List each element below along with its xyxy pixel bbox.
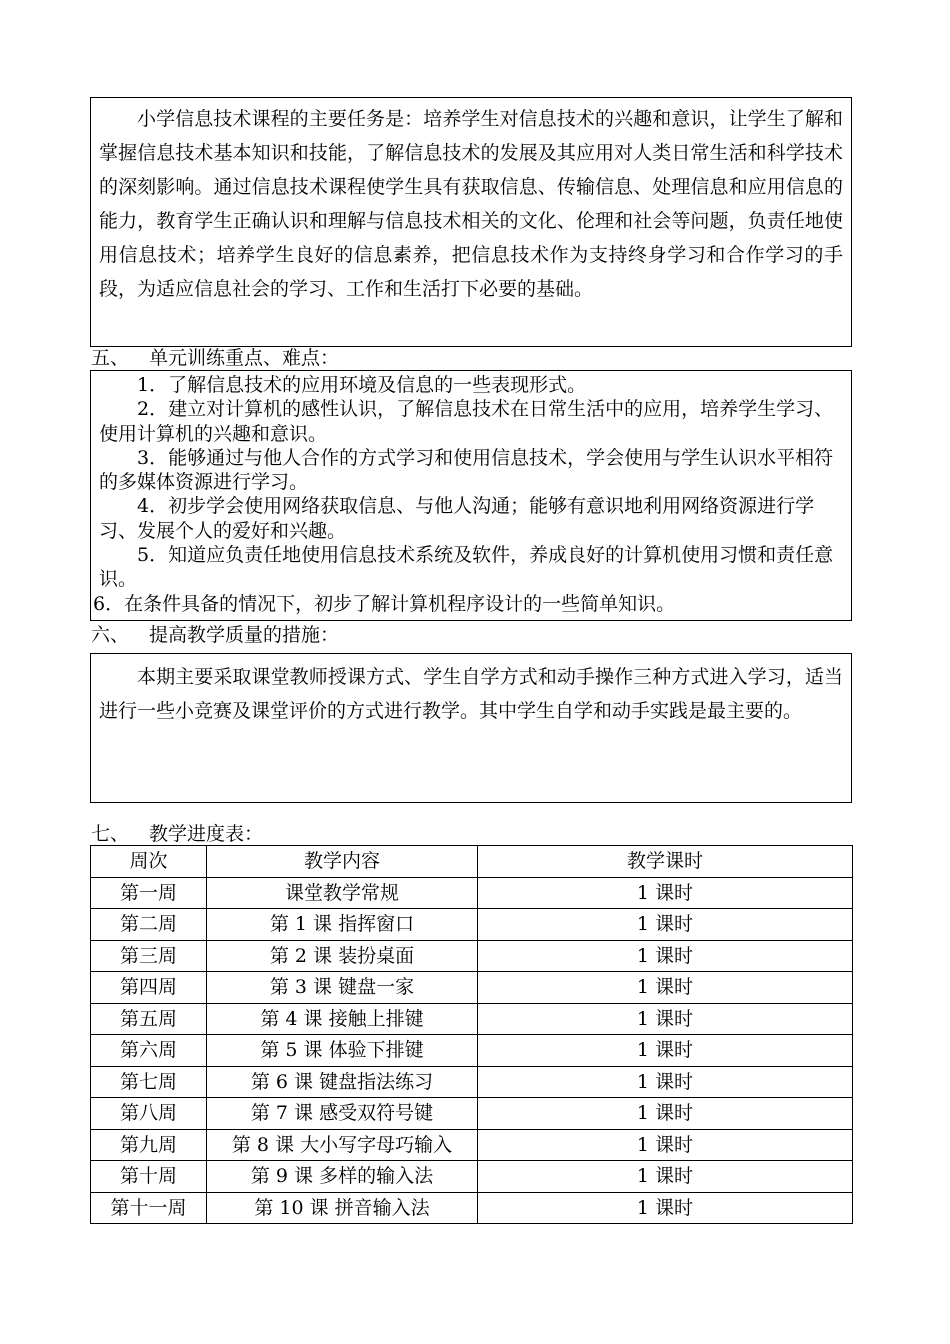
hours-cell: 1 课时	[478, 1192, 853, 1224]
table-row	[91, 1129, 853, 1161]
hours-cell: 1 课时	[478, 1066, 853, 1098]
content-cell: 课堂教学常规	[207, 877, 478, 909]
week-cell: 第一周	[91, 877, 207, 909]
training-goals-box	[90, 370, 852, 621]
week-cell: 第七周	[91, 1066, 207, 1098]
week-cell: 第五周	[91, 1003, 207, 1035]
table-row	[91, 877, 853, 909]
intro-box	[90, 97, 852, 347]
content-cell: 第 7 课 感受双符号键	[207, 1098, 478, 1130]
table-row	[91, 940, 853, 972]
goal-item-3: 3．能够通过与他人合作的方式学习和使用信息技术，学会使用与学生认识水平相符的多媒体资源进行学习。	[99, 446, 834, 494]
hours-cell: 1 课时	[478, 1035, 853, 1067]
section5-title: 单元训练重点、难点：	[149, 347, 340, 369]
intro-paragraph: 小学信息技术课程的主要任务是：培养学生对信息技术的兴趣和意识，让学生了解和掌握信息技术基本知识和技能，了解信息技术的发展及其应用对人类日常生活和科学技术的深刻影响。通过信息技术课程使学生具有获取信息、传输信息、处理信息和应用信息的能力，教育学生正确认识和理解与信息技术相关的文化、伦理和社会等问题，负责任地使用信息技术；培养学生良好的信息素养，把信息技术作为支持终身学习和合作学习的手段，为适应信息社会的学习、工作和生活打下必要的基础。	[99, 108, 843, 300]
week-cell: 第九周	[91, 1129, 207, 1161]
goal-item-4: 4．初步学会使用网络获取信息、与他人沟通；能够有意识地利用网络资源进行学习、发展个人的爱好和兴趣。	[99, 495, 815, 542]
goal-item-6: 6．在条件具备的情况下，初步了解计算机程序设计的一些简单知识。	[93, 592, 676, 615]
header-hours: 教学课时	[478, 846, 853, 878]
goal-item-5: 5．知道应负责任地使用信息技术系统及软件，养成良好的计算机使用习惯和责任意识。	[99, 544, 834, 591]
measures-paragraph: 本期主要采取课堂教师授课方式、学生自学方式和动手操作三种方式进入学习，适当进行一些小竞赛及课堂评价的方式进行教学。其中学生自学和动手实践是最主要的。	[99, 666, 843, 722]
header-content: 教学内容	[207, 846, 478, 878]
section6-title: 提高教学质量的措施：	[149, 624, 340, 646]
section7-number: 七、	[91, 823, 130, 845]
table-row	[91, 1098, 853, 1130]
section6-number: 六、	[91, 624, 130, 646]
week-cell: 第十一周	[91, 1192, 207, 1224]
hours-cell: 1 课时	[478, 1129, 853, 1161]
section5-heading	[91, 346, 339, 370]
header-week: 周次	[91, 846, 207, 878]
hours-cell: 1 课时	[478, 1161, 853, 1193]
hours-cell: 1 课时	[478, 1003, 853, 1035]
table-row	[91, 1192, 853, 1224]
section5-number: 五、	[91, 347, 130, 369]
week-cell: 第三周	[91, 940, 207, 972]
table-row	[91, 972, 853, 1004]
schedule-table	[90, 845, 853, 1224]
section7-title: 教学进度表：	[149, 823, 264, 845]
table-row	[91, 1035, 853, 1067]
schedule-body	[91, 877, 853, 1224]
content-cell: 第 5 课 体验下排键	[207, 1035, 478, 1067]
content-cell: 第 4 课 接触上排键	[207, 1003, 478, 1035]
section7-heading	[91, 822, 263, 846]
goal-item-1: 1．了解信息技术的应用环境及信息的一些表现形式。	[137, 374, 587, 396]
hours-cell: 1 课时	[478, 972, 853, 1004]
table-row	[91, 909, 853, 941]
week-cell: 第四周	[91, 972, 207, 1004]
content-cell: 第 3 课 键盘一家	[207, 972, 478, 1004]
section6-heading	[91, 623, 339, 647]
content-cell: 第 10 课 拼音输入法	[207, 1192, 478, 1224]
hours-cell: 1 课时	[478, 940, 853, 972]
hours-cell: 1 课时	[478, 1098, 853, 1130]
table-row	[91, 1161, 853, 1193]
week-cell: 第八周	[91, 1098, 207, 1130]
content-cell: 第 1 课 指挥窗口	[207, 909, 478, 941]
table-header-row	[91, 846, 853, 878]
week-cell: 第二周	[91, 909, 207, 941]
goal-item-2: 2．建立对计算机的感性认识，了解信息技术在日常生活中的应用，培养学生学习、使用计算机的兴趣和意识。	[99, 398, 834, 445]
content-cell: 第 8 课 大小写字母巧输入	[207, 1129, 478, 1161]
week-cell: 第六周	[91, 1035, 207, 1067]
content-cell: 第 6 课 键盘指法练习	[207, 1066, 478, 1098]
hours-cell: 1 课时	[478, 909, 853, 941]
hours-cell: 1 课时	[478, 877, 853, 909]
measures-box	[90, 653, 852, 803]
week-cell: 第十周	[91, 1161, 207, 1193]
content-cell: 第 2 课 装扮桌面	[207, 940, 478, 972]
table-row	[91, 1066, 853, 1098]
table-row	[91, 1003, 853, 1035]
content-cell: 第 9 课 多样的输入法	[207, 1161, 478, 1193]
